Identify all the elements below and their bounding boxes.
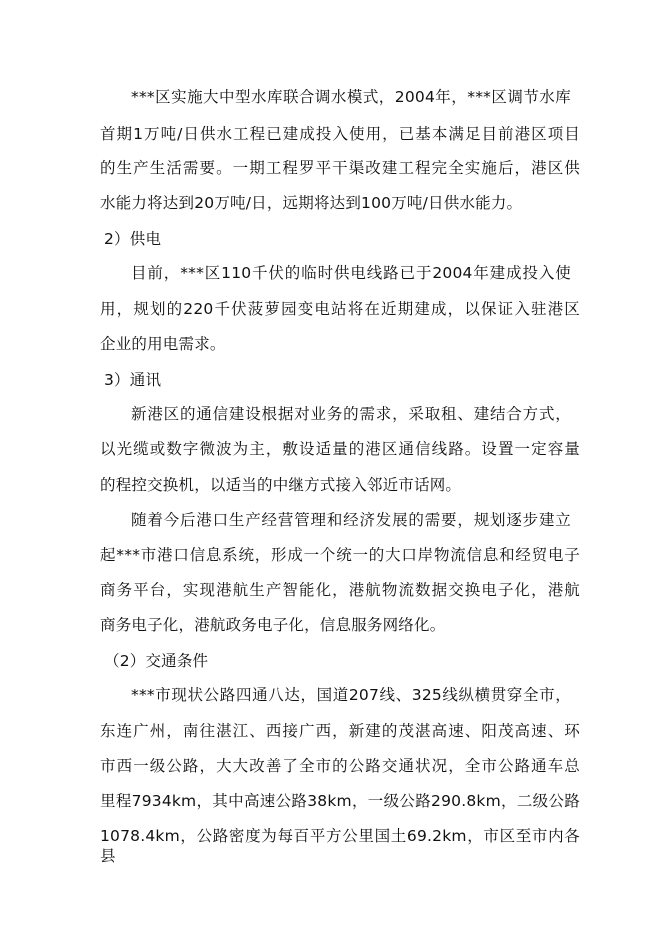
power-line-2: 用，规划的220千伏菠萝园变电站将在近期建成，以保证入驻港区 bbox=[100, 300, 580, 318]
traffic-line-1: ***市现状公路四通八达，国道207线、325线纵横贯穿全市， bbox=[131, 686, 571, 704]
telecom-line-2: 以光缆或数字微波为主，敷设适量的港区通信线路。设置一定容量 bbox=[100, 440, 580, 458]
traffic-line-4: 里程7934km，其中高速公路38km，一级公路290.8km，二级公路 bbox=[100, 792, 580, 810]
info-line-2: 起***市港口信息系统，形成一个统一的大口岸物流信息和经贸电子 bbox=[100, 546, 580, 564]
water-line-4: 水能力将达到20万吨/日，远期将达到100万吨/日供水能力。 bbox=[100, 194, 523, 212]
power-line-1: 目前，***区110千伏的临时供电线路已于2004年建成投入使 bbox=[131, 264, 571, 282]
water-line-1: ***区实施大中型水库联合调水模式，2004年，***区调节水库 bbox=[131, 88, 571, 106]
telecom-line-1: 新港区的通信建设根据对业务的需求，采取租、建结合方式， bbox=[131, 405, 571, 423]
traffic-heading: （2）交通条件 bbox=[104, 652, 209, 670]
water-line-3: 的生产生活需要。一期工程罗平干渠改建工程完全实施后，港区供 bbox=[100, 159, 580, 177]
telecom-line-3: 的程控交换机，以适当的中继方式接入邻近市话网。 bbox=[100, 476, 462, 494]
power-heading: 2）供电 bbox=[104, 230, 162, 248]
traffic-line-3: 市西一级公路，大大改善了全市的公路交通状况，全市公路通车总 bbox=[100, 757, 580, 775]
water-line-2: 首期1万吨/日供水工程已建成投入使用，已基本满足目前港区项目 bbox=[100, 125, 580, 143]
info-line-1: 随着今后港口生产经营管理和经济发展的需要，规划逐步建立 bbox=[131, 511, 571, 529]
traffic-line-5: 1078.4km，公路密度为每百平方公里国土69.2km，市区至市内各县 bbox=[100, 827, 580, 865]
telecom-heading: 3）通讯 bbox=[104, 371, 162, 389]
info-line-4: 商务电子化，港航政务电子化，信息服务网络化。 bbox=[100, 616, 446, 634]
info-line-3: 商务平台，实现港航生产智能化，港航物流数据交换电子化，港航 bbox=[100, 581, 580, 599]
power-line-3: 企业的用电需求。 bbox=[100, 335, 226, 353]
traffic-line-2: 东连广州，南往湛江、西接广西，新建的茂湛高速、阳茂高速、环 bbox=[100, 722, 580, 740]
